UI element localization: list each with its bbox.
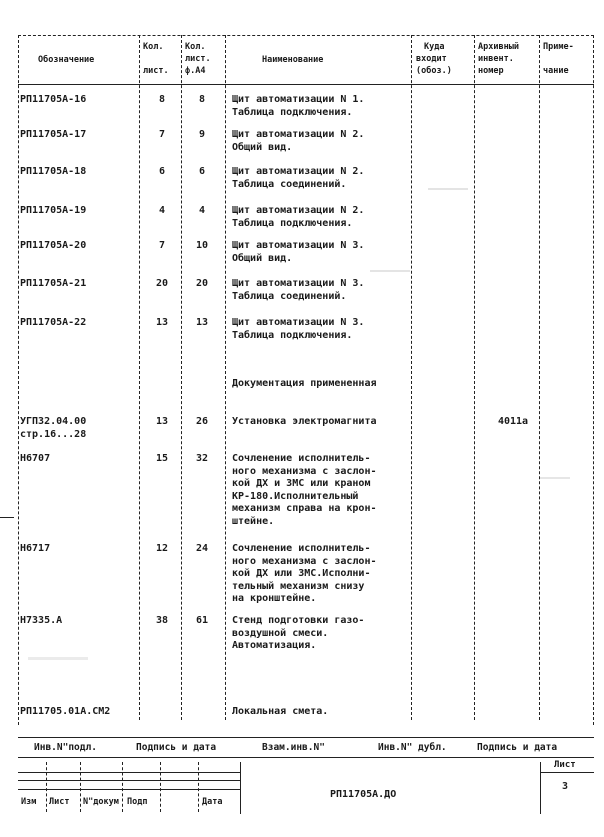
header-a4-a: Кол. [185,42,206,52]
stamp-divider [240,762,241,814]
row-sheets-a4: 26 [195,416,209,427]
row-code: РП11705А-17 [20,129,87,140]
row-sheets-a4: 24 [195,543,209,554]
stamp-line [18,780,240,781]
footer-sign-date-1: Подпись и дата [136,742,217,753]
row-code: Н6717 [20,543,51,554]
row-sheets: 38 [155,615,169,626]
header-sheets-a: Кол. [143,42,164,52]
row-sheets: 8 [158,94,166,105]
header-note-a: Приме- [543,42,574,52]
row-sheets-a4: 6 [198,166,206,177]
header-name: Наименование [262,55,324,65]
row-name: Стенд подготовки газо- воздушной смеси. Автоматизация. [232,615,365,651]
row-name: Сочленение исполнитель- ного механизма с заслон- кой ДХ или ЗМС.Исполни- тельный механизм снизу на кронштейне. [232,543,377,604]
row-name: Щит автоматизации N 3. Таблица соединений. [232,278,365,302]
row-sheets-a4: 8 [198,94,206,105]
row-code: РП11705.01А.СМ2 [20,706,111,717]
row-sheets-a4: 32 [195,453,209,464]
stamp-doc-no: N"докум [83,797,119,807]
row-name: Щит автоматизации N 1. Таблица подключения. [232,94,365,118]
document-code: РП11705А.ДО [330,789,397,800]
stamp-divider [160,762,161,812]
footer-bottom-line [18,757,594,758]
header-sheets-b: лист. [143,66,169,76]
row-sheets: 20 [155,278,169,289]
frame-left [18,35,19,725]
row-sheets-a4: 10 [195,240,209,251]
footer-replaced-inv: Взам.инв.N" [262,742,325,753]
row-code: РП11705А-22 [20,317,87,328]
stamp-divider [198,762,199,812]
sheet-number: 3 [562,781,569,792]
row-code: РП11705А-21 [20,278,87,289]
footer-top-line [18,737,594,738]
row-code: РП11705А-16 [20,94,87,105]
frame-right [593,35,594,725]
row-sheets: 4 [158,205,166,216]
row-name: Щит автоматизации N 2. Общий вид. [232,129,365,153]
row-sheets-a4: 20 [195,278,209,289]
scan-smudge [428,188,468,190]
row-name: Щит автоматизации N 3. Общий вид. [232,240,365,264]
header-archive-c: номер [478,66,504,76]
row-name: Щит автоматизации N 2. Таблица соединений. [232,166,365,190]
stamp-sign: Подп [127,797,148,807]
row-code: Н6707 [20,453,51,464]
row-sheets-a4: 61 [195,615,209,626]
stamp-line [18,789,240,790]
header-archive-a: Архивный [478,42,519,52]
row-code: РП11705А-20 [20,240,87,251]
scan-smudge [370,270,410,272]
scan-smudge [28,657,88,660]
row-sheets: 7 [158,240,166,251]
header-a4-b: лист. [185,54,211,64]
col-divider [225,35,226,720]
header-underline [18,84,594,85]
row-name: Щит автоматизации N 2. Таблица подключения. [232,205,365,229]
row-sheets-a4: 9 [198,129,206,140]
row-sheets: 12 [155,543,169,554]
row-name: Щит автоматизации N 3. Таблица подключения. [232,317,365,341]
header-archive-b: инвент. [478,54,514,64]
margin-tick [0,517,14,518]
col-divider [181,35,182,720]
row-sheets-a4: 13 [195,317,209,328]
col-divider [474,35,475,720]
row-sheets: 13 [155,416,169,427]
stamp-divider [122,762,123,812]
footer-inv-dup: Инв.N" дубл. [378,742,447,753]
row-code: РП11705А-18 [20,166,87,177]
stamp-line [18,772,240,773]
footer-inv-orig: Инв.N"подл. [34,742,97,753]
row-code: Н7335.А [20,615,63,626]
stamp-date: Дата [202,797,223,807]
header-a4-c: ф.А4 [185,66,206,76]
footer-sign-date-2: Подпись и дата [477,742,558,753]
section-heading: Документация примененная [232,378,377,389]
col-divider [539,35,540,720]
stamp-divider [46,762,47,812]
stamp-line [540,772,594,773]
row-name: Установка электромагнита [232,416,377,427]
stamp-izm: Изм [21,797,37,807]
row-sheets: 13 [155,317,169,328]
header-where-a: Куда [424,42,445,52]
stamp-divider [80,762,81,812]
header-where-b: входит [416,54,447,64]
scan-smudge [540,477,570,479]
row-code: РП11705А-19 [20,205,87,216]
row-sheets: 7 [158,129,166,140]
row-code: УГП32.04.00 стр.16...28 [20,416,87,440]
header-note-b: чание [543,66,569,76]
row-sheets-a4: 4 [198,205,206,216]
col-divider [411,35,412,720]
row-name: Сочленение исполнитель- ного механизма с заслон- кой ДХ и ЗМС или краном КР-180.Исполнительный механизм справа на крон- штейне. [232,453,377,527]
stamp-divider [540,762,541,814]
sheet-label: Лист [554,760,576,770]
stamp-list: Лист [49,797,70,807]
frame-top [18,35,594,36]
header-designation: Обозначение [38,55,95,65]
header-where-c: (обоз.) [416,66,452,76]
row-archive: 4011а [497,416,529,427]
col-divider [139,35,140,720]
row-name: Локальная смета. [232,706,329,717]
row-sheets: 6 [158,166,166,177]
row-sheets: 15 [155,453,169,464]
